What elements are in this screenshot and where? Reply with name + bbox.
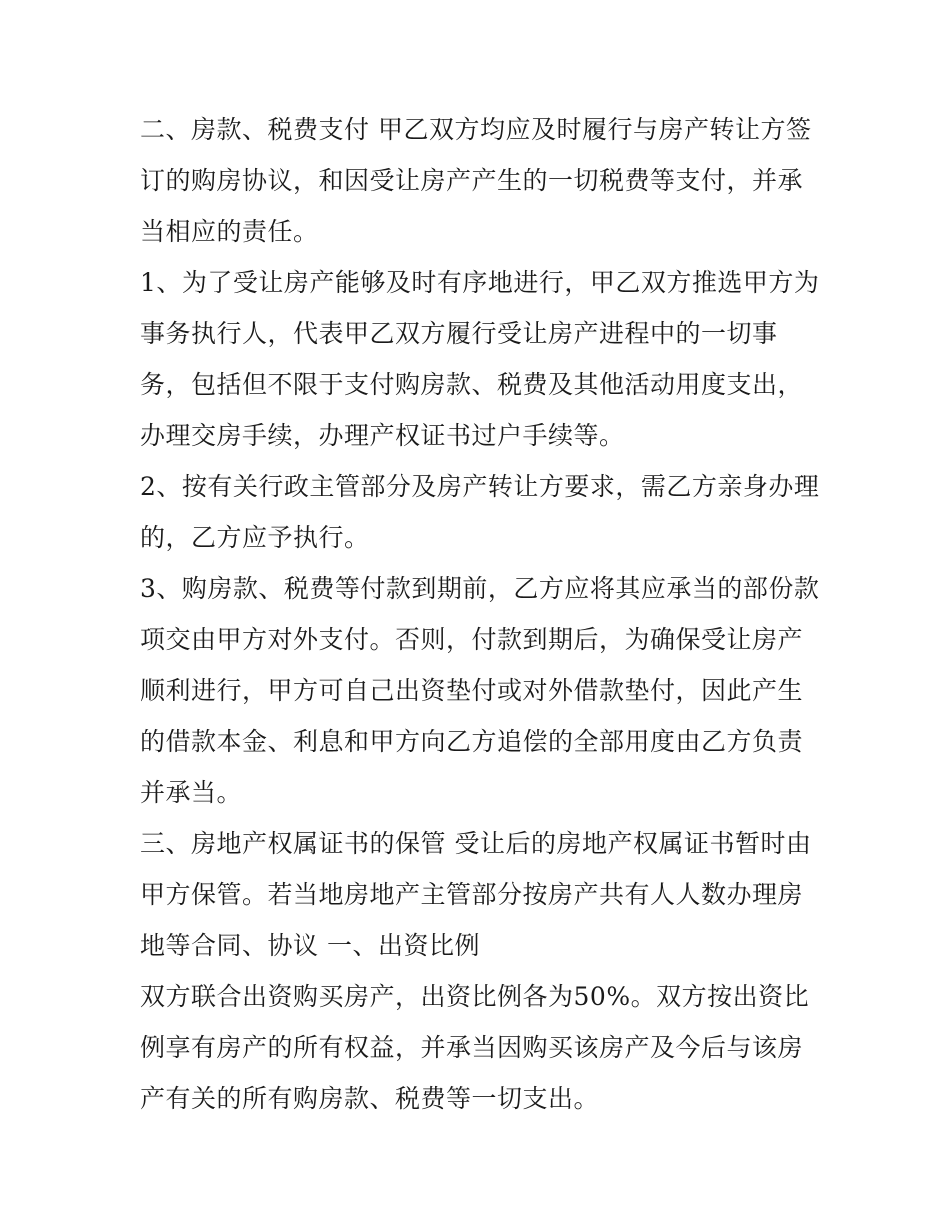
document-page — [140, 104, 820, 1124]
paragraph-certificate: 三、房地产权属证书的保管 受让后的房地产权属证书暂时由甲方保管。若当地房地产主管部分按房产共有人人数办理房地等合同、协议 一、出资比例 — [140, 829, 812, 960]
paragraph-clause-3: 3、购房款、税费等付款到期前，乙方应将其应承当的部份款项交由甲方对外支付。否则，付款到期后，为确保受让房产顺利进行，甲方可自己出资垫付或对外借款垫付，因此产生的借款本金、利息和甲方向乙方追偿的全部用度由乙方负责并承当。 — [140, 574, 820, 807]
paragraph-payment: 二、房款、税费支付 甲乙双方均应及时履行与房产转让方签订的购房协议，和因受让房产产生的一切税费等支付，并承当相应的责任。 — [140, 115, 812, 246]
paragraph-clause-1: 1、为了受让房产能够及时有序地进行，甲乙双方推选甲方为事务执行人，代表甲乙双方履行受让房产进程中的一切事务，包括但不限于支付购房款、税费及其他活动用度支出，办理交房手续，办理产权证书过户手续等。 — [140, 268, 820, 450]
paragraph-investment: 双方联合出资购买房产，出资比例各为50%。双方按出资比例享有房产的所有权益，并承当因购买该房产及今后与该房产有关的所有购房款、税费等一切支出。 — [140, 982, 810, 1113]
paragraph-clause-2: 2、按有关行政主管部分及房产转让方要求，需乙方亲身办理的，乙方应予执行。 — [140, 472, 820, 552]
